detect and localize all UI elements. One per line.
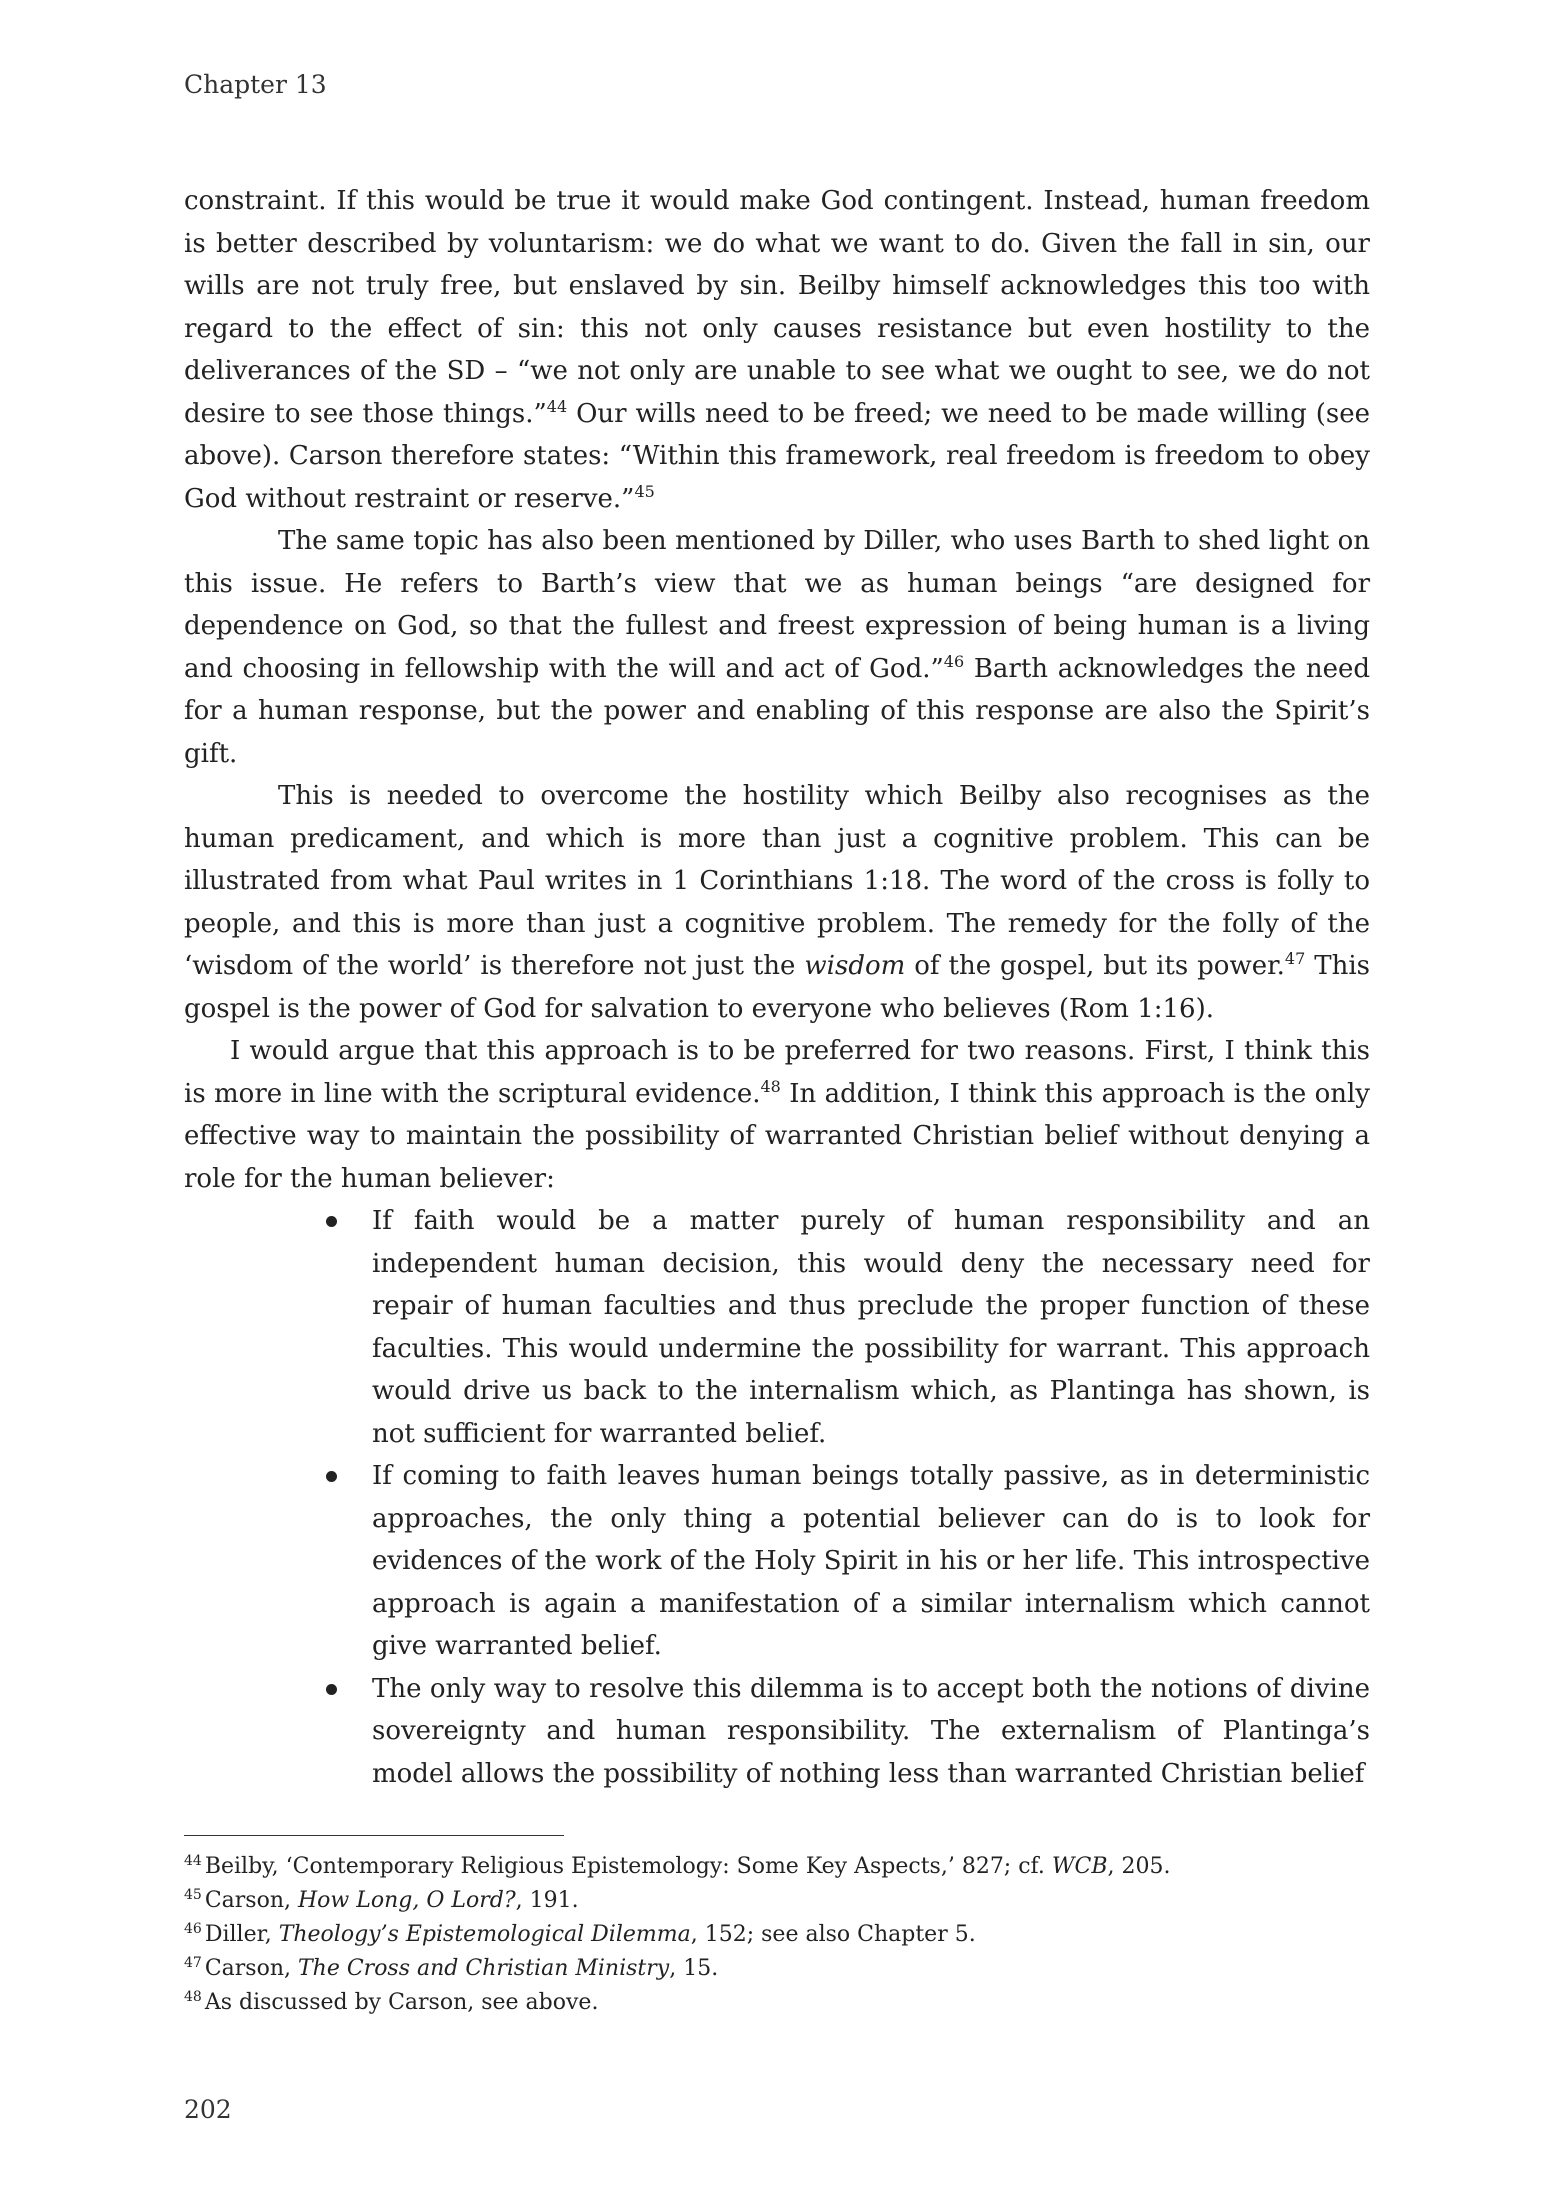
footnote-ref-47[interactable]: 47 <box>1284 949 1306 968</box>
paragraph-text: I would argue that this approach is to be preferred for two reasons. First, I think this is more in line with the scriptural evidence. <box>184 1036 1370 1109</box>
list-item <box>372 1200 1370 1455</box>
paragraph-1 <box>184 180 1370 520</box>
footnote-text: , 15. <box>669 1956 719 1981</box>
bullet-icon <box>326 1684 337 1695</box>
footnote <box>184 1918 1370 1952</box>
footnote-number: 47 <box>184 1955 202 1971</box>
footnote-ref-45[interactable]: 45 <box>634 481 655 501</box>
list-item-text: The only way to resolve this dilemma is to accept both the notions of divine sovereignty and human responsibility. The externalism of Plantinga’s model allows the possibility of nothing less than warranted Christian belief <box>372 1673 1370 1789</box>
page-number: 202 <box>184 2095 232 2124</box>
paragraph-text: In addition, I think this approach is the only effective way to maintain the possibility of warranted Christian belief without denying a role for the human believer: <box>184 1078 1370 1194</box>
footnote-emphasis: Theology’s Epistemological Dilemma <box>278 1922 691 1947</box>
bullet-icon <box>326 1216 337 1227</box>
footnote-text: Beilby, ‘Contemporary Religious Epistemology: Some Key Aspects,’ 827; cf. <box>204 1854 1052 1879</box>
footnote-separator <box>184 1835 564 1836</box>
footnote-emphasis: WCB <box>1051 1854 1108 1879</box>
footnote-text: As discussed by Carson, see above. <box>204 1990 599 2015</box>
list-item-text: If coming to faith leaves human beings totally passive, as in deterministic approaches, the only thing a potential believer can do is to look for evidences of the work of the Holy Spirit in his or her life. This introspective approach is again a manifestation of a similar internalism which cannot give warranted belief. <box>372 1461 1370 1661</box>
footnote <box>184 1884 1370 1918</box>
emphasis-text: wisdom <box>804 951 906 981</box>
paragraph-3 <box>184 775 1370 1030</box>
footnote <box>184 1952 1370 1986</box>
footnote-emphasis: How Long, O Lord? <box>297 1888 516 1913</box>
footnote-text: Carson, <box>204 1956 298 1981</box>
paragraph-text: Our wills need to be freed; we need to be made willing (see above). Carson therefore states: “Within this framework, real freedom is freedom to obey God without restraint or reserve.” <box>184 398 1370 514</box>
footnote-ref-46[interactable]: 46 <box>943 651 965 671</box>
footnotes <box>184 1850 1370 2020</box>
paragraph-4 <box>184 1030 1370 1200</box>
footnote-number: 44 <box>184 1853 202 1869</box>
body-text <box>184 180 1370 1795</box>
bullet-list <box>184 1200 1370 1795</box>
paragraph-text: The same topic has also been mentioned by Diller, who uses Barth to shed light on this issue. He refers to Barth’s view that we as human beings “are designed for dependence on God, so that the fullest and freest expression of being human is a living and choosing in fellowship with the will and act of God.” <box>184 526 1370 684</box>
running-head: Chapter 13 <box>184 70 327 99</box>
bullet-icon <box>326 1471 337 1482</box>
footnote-text: , 152; see also Chapter 5. <box>690 1922 976 1947</box>
paragraph-text: This is needed to overcome the hostility which Beilby also recognises as the human predicament, and which is more than just a cognitive problem. This can be illustrated from what Paul writes in 1 Corinthians 1:18. The word of the cross is folly to people, and this is more than just a cognitive problem. The remedy for the folly of the ‘wisdom of the world’ is therefore not just the <box>184 781 1370 981</box>
list-item <box>372 1668 1370 1796</box>
paragraph-text: This gospel is the power of God for salvation to everyone who believes (Rom 1:16). <box>184 951 1370 1024</box>
footnote-text: , 191. <box>515 1888 579 1913</box>
footnote-text: Carson, <box>204 1888 298 1913</box>
footnote-number: 48 <box>184 1989 202 2005</box>
footnote-ref-48[interactable]: 48 <box>760 1076 781 1096</box>
footnote-text: , 205. <box>1107 1854 1171 1879</box>
footnote <box>184 1986 1370 2020</box>
list-item <box>372 1455 1370 1668</box>
footnote-text: Diller, <box>204 1922 279 1947</box>
paragraph-text: Barth acknowledges the need for a human response, but the power and enabling of this response are also the Spirit’s gift. <box>184 653 1370 769</box>
footnote-ref-44[interactable]: 44 <box>546 396 568 416</box>
footnote <box>184 1850 1370 1884</box>
footnote-emphasis: The Cross and Christian Ministry <box>297 1956 670 1981</box>
paragraph-2 <box>184 520 1370 775</box>
paragraph-text: of the gospel, but its power. <box>905 951 1285 981</box>
list-item-text: If faith would be a matter purely of human responsibility and an independent human decision, this would deny the necessary need for repair of human faculties and thus preclude the proper function of these faculties. This would undermine the possibility for warrant. This approach would drive us back to the internalism which, as Plantinga has shown, is not sufficient for warranted belief. <box>372 1206 1370 1449</box>
footnote-number: 46 <box>184 1921 202 1937</box>
footnote-number: 45 <box>184 1887 202 1903</box>
paragraph-text: constraint. If this would be true it would make God contingent. Instead, human freedom is better described by voluntarism: we do what we want to do. Given the fall in sin, our wills are not truly free, but enslaved by sin. Beilby himself acknowledges this too with regard to the effect of sin: this not only causes resistance but even hostility to the deliverances of the SD – “we not only are unable to see what we ought to see, we do not desire to see those things.” <box>184 186 1370 429</box>
